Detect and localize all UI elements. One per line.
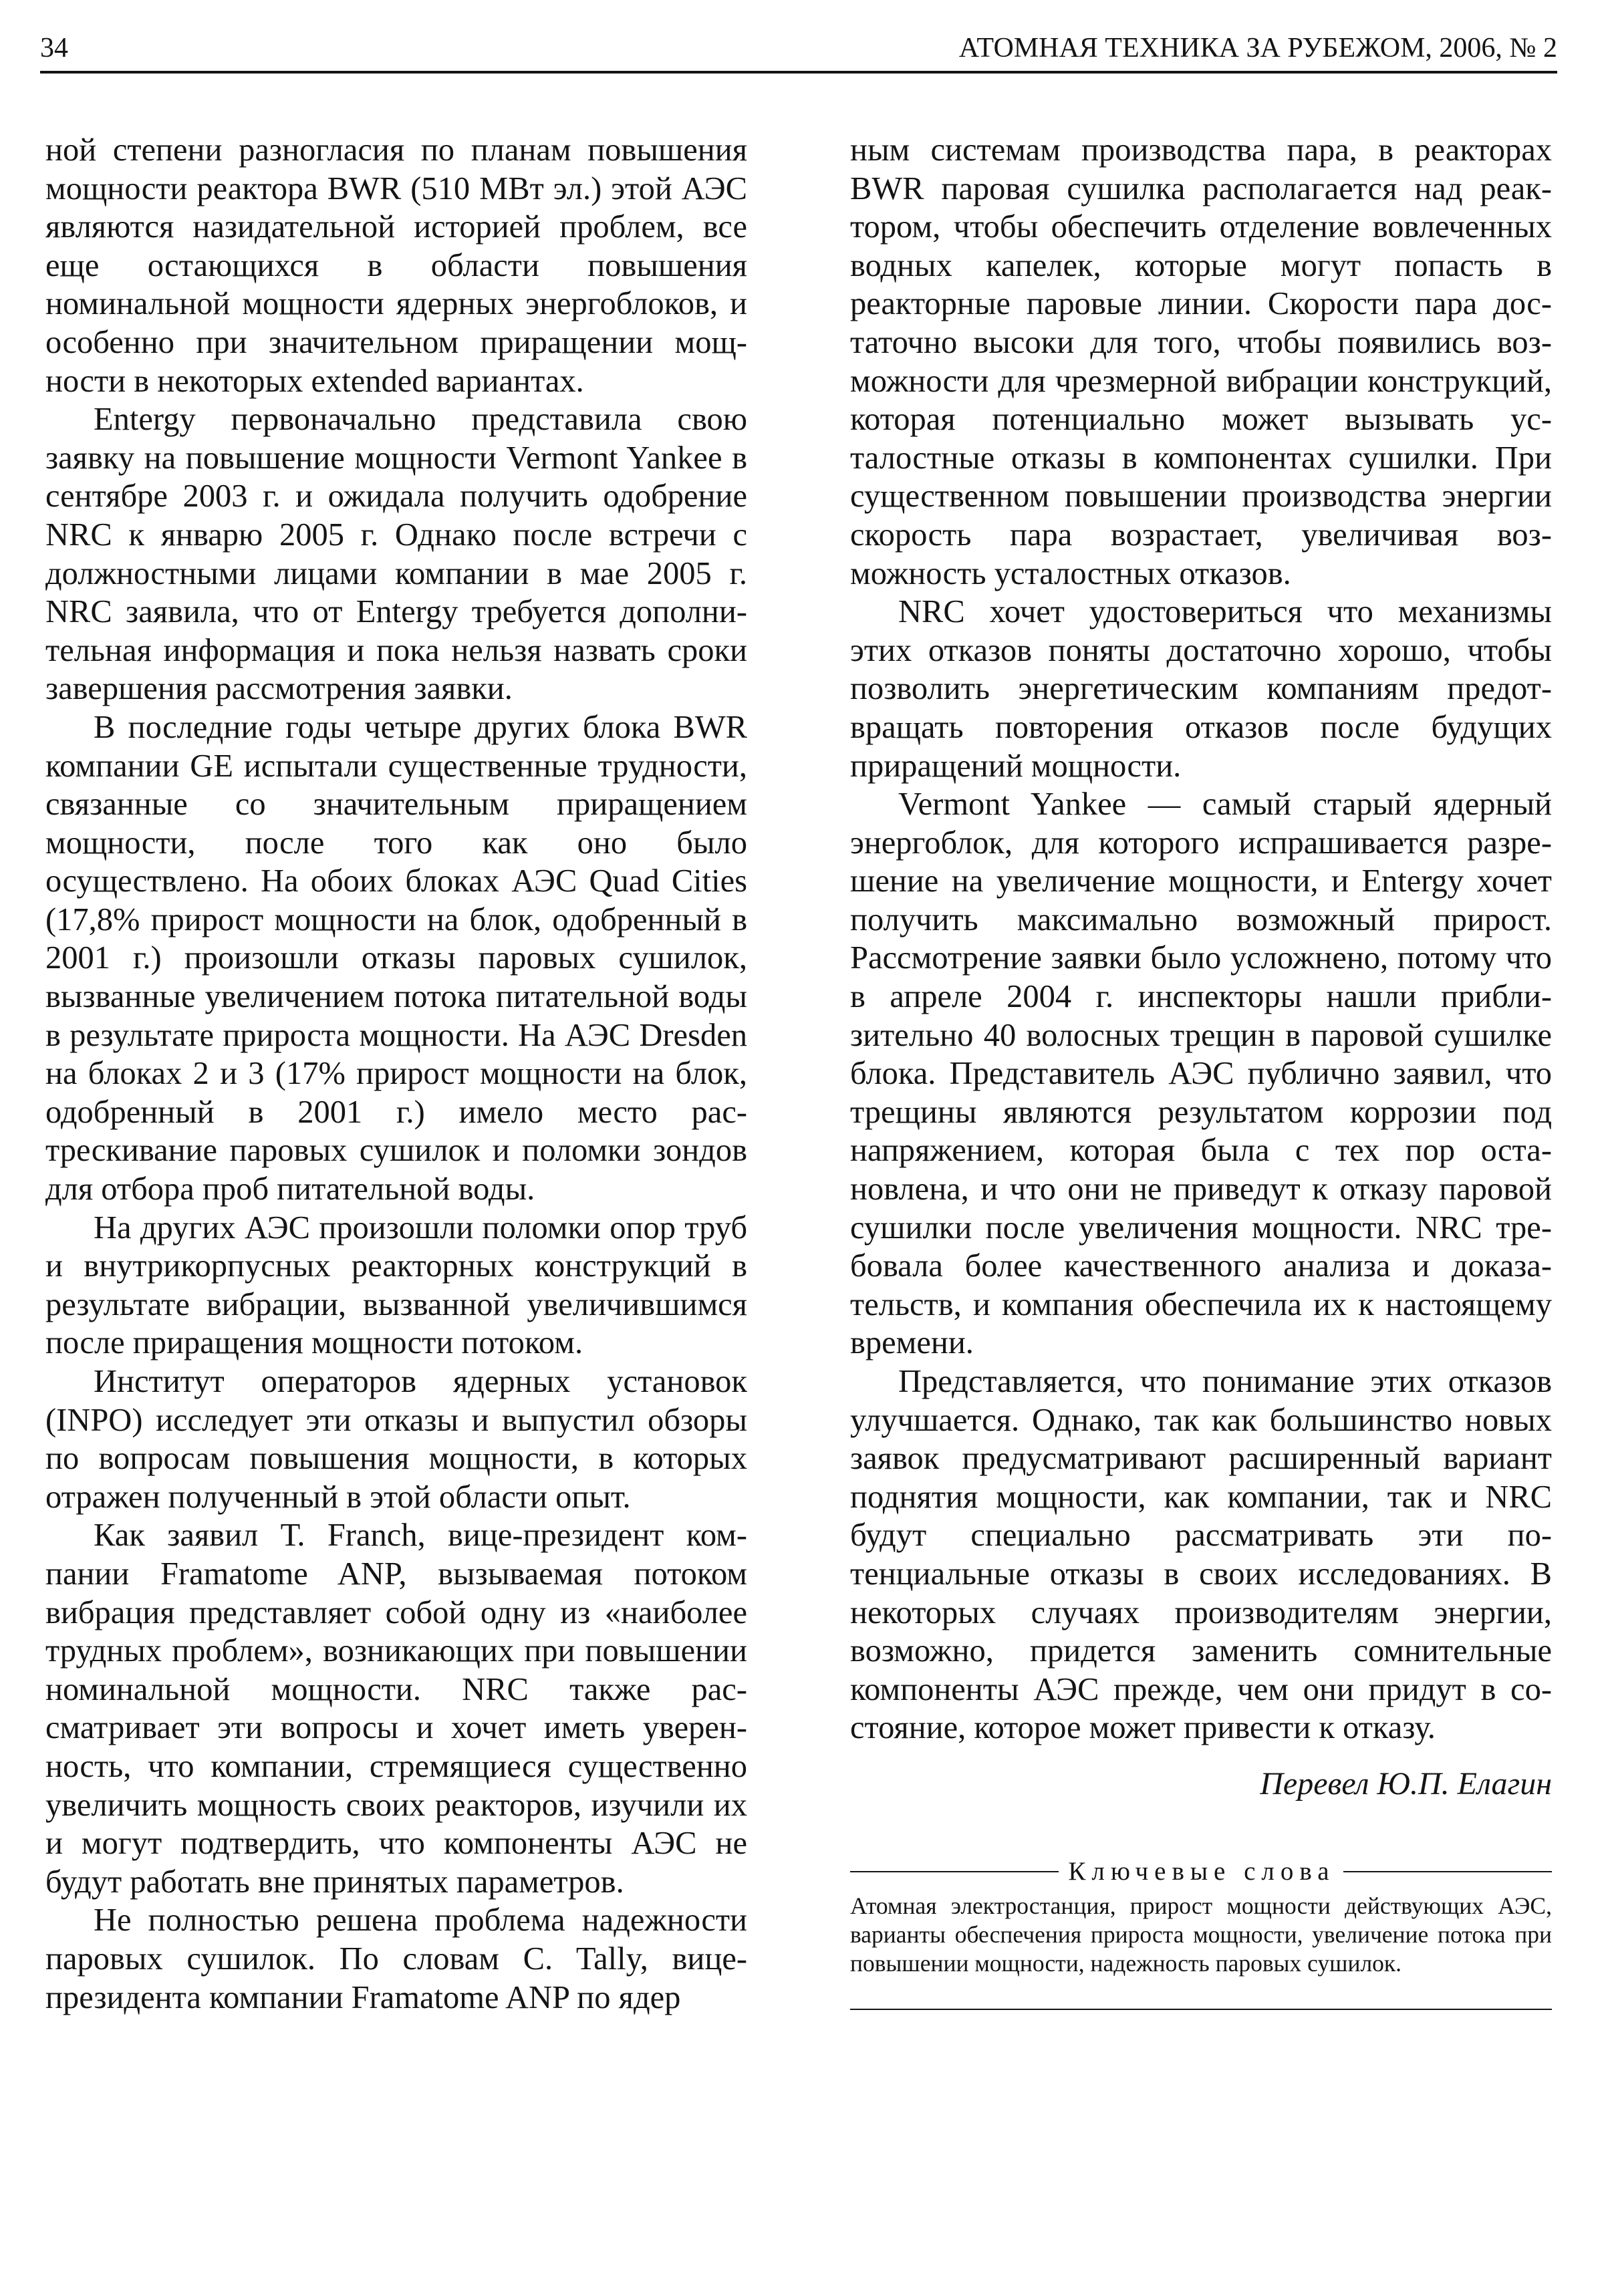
keywords-heading-label: Ключевые слова [1068, 1856, 1335, 1886]
keywords-text: Атомная электростанция, прирост мощности действующих АЭС, варианты обеспечения прироста мощности, увеличение потока при повышении мощности, надежность паровых сушилок. [850, 1892, 1552, 1977]
paragraph: Entergy первоначально представила свою заявку на повышение мощности Vermont Yankee в сентябре 2003 г. и ожидала получить одобрение NRC к январю 2005 г. Однако после встречи с должностными лицами компании в мае 2005 г. NRC заявила, что от Entergy требуется дополнительная информация и пока нельзя назвать сроки завершения рассмотрения заявки. [45, 402, 747, 707]
paragraph: Не полностью решена проблема надежности паровых сушилок. По словам C. Tally, вицепрезидента компании Framatome ANP по ядер [45, 1902, 747, 2015]
paragraph: Представляется, что понимание этих отказов улучшается. Однако, так как большинство новых заявок предусматривают расширенный вариант поднятия мощности, как компании, так и NRC будут специально рассматривать эти потенциальные отказы в своих исследованиях. В некоторых случаях производителям энергии, возможно, придется заменить сомнительные компоненты АЭС прежде, чем они придут в состояние, которое может привести к отказу. [850, 1364, 1552, 1746]
paragraph: ным системам производства пара, в реакторах BWR паровая сушилка располагается над реактором, чтобы обеспечить отделение вовлеченных водных капелек, которые могут попасть в реакторные паровые линии. Скорости пара достаточно высоки для того, чтобы появились возможности для чрезмерной вибрации конструкций, которая потенциально может вызывать усталостные отказы в компонентах сушилки. При существенном повышении производства энергии скорость пара возрастает, увеличивая возможность усталостных отказов. [850, 132, 1552, 591]
keywords-rule-left [850, 1871, 1059, 1872]
page-number: 34 [40, 33, 68, 63]
paragraph: В последние годы четыре других блока BWR компании GE испытали существенные трудности, связанные со значительным приращением мощности, после того как оно было осуществлено. На обоих блоках АЭС Quad Cities (17,8% прирост мощности на блок, одобренный в 2001 г.) произошли отказы паровых сушилок, вызванные увеличением потока питательной воды в результате прироста мощности. На АЭС Dresden на блоках 2 и 3 (17% прирост мощности на блок, одобренный в 2001 г.) имело место растрескивание паровых сушилок и поломки зондов для отбора проб питательной воды. [45, 709, 747, 1207]
left-column [45, 131, 747, 2017]
keywords-bottom-rule [850, 2009, 1552, 2010]
page-header [40, 31, 1557, 72]
paragraph: Vermont Yankee — самый старый ядерный энергоблок, для которого испрашивается разрешение на увеличение мощности, и Entergy хочет получить максимально возможный прирост. Рассмотрение заявки было усложнено, потому что в апреле 2004 г. инспекторы нашли приблизительно 40 волосных трещин в паровой сушилке блока. Представитель АЭС публично заявил, что трещины являются результатом коррозии под напряжением, которая была с тех пор остановлена, и что они не приведут к отказу паровой сушилки после увеличения мощности. NRC требовала более качественного анализа и доказательств, и компания обеспечила их к настоящему времени. [850, 786, 1552, 1361]
paragraph: ной степени разногласия по планам повышения мощности реактора BWR (510 МВт эл.) этой АЭС являются назидательной историей проблем, все еще остающихся в области повышения номинальной мощности ядерных энергоблоков, и особенно при значительном приращении мощности в некоторых extended вариантах. [45, 132, 747, 399]
keywords-rule-right [1343, 1871, 1552, 1872]
keywords-block [850, 1856, 1552, 2010]
header-rule [40, 71, 1557, 74]
paragraph: NRC хочет удостовериться что механизмы этих отказов поняты достаточно хорошо, чтобы позволить энергетическим компаниям предотвращать повторения отказов после будущих приращений мощности. [850, 594, 1552, 784]
journal-running-title: АТОМНАЯ ТЕХНИКА ЗА РУБЕЖОМ, 2006, № 2 [958, 33, 1557, 63]
right-column [850, 131, 1552, 2010]
paragraph: На других АЭС произошли поломки опор труб и внутрикорпусных реакторных конструкций в результате вибрации, вызванной увеличившимся после приращения мощности потоком. [45, 1209, 747, 1361]
paragraph: Как заявил Т. Franch, вице-президент компании Framatome ANP, вызываемая потоком вибрация представляет собой одну из «наиболее трудных проблем», возникающих при повышении номинальной мощности. NRC также рассматривает эти вопросы и хочет иметь уверенность, что компании, стремящиеся существенно увеличить мощность своих реакторов, изучили их и могут подтвердить, что компоненты АЭС не будут работать вне принятых параметров. [45, 1518, 747, 1900]
paragraph: Институт операторов ядерных установок (INPO) исследует эти отказы и выпустил обзоры по вопросам повышения мощности, в которых отражен полученный в этой области опыт. [45, 1364, 747, 1515]
translator-credit: Перевел Ю.П. Елагин [1260, 1765, 1552, 1802]
keywords-heading [850, 1856, 1552, 1888]
